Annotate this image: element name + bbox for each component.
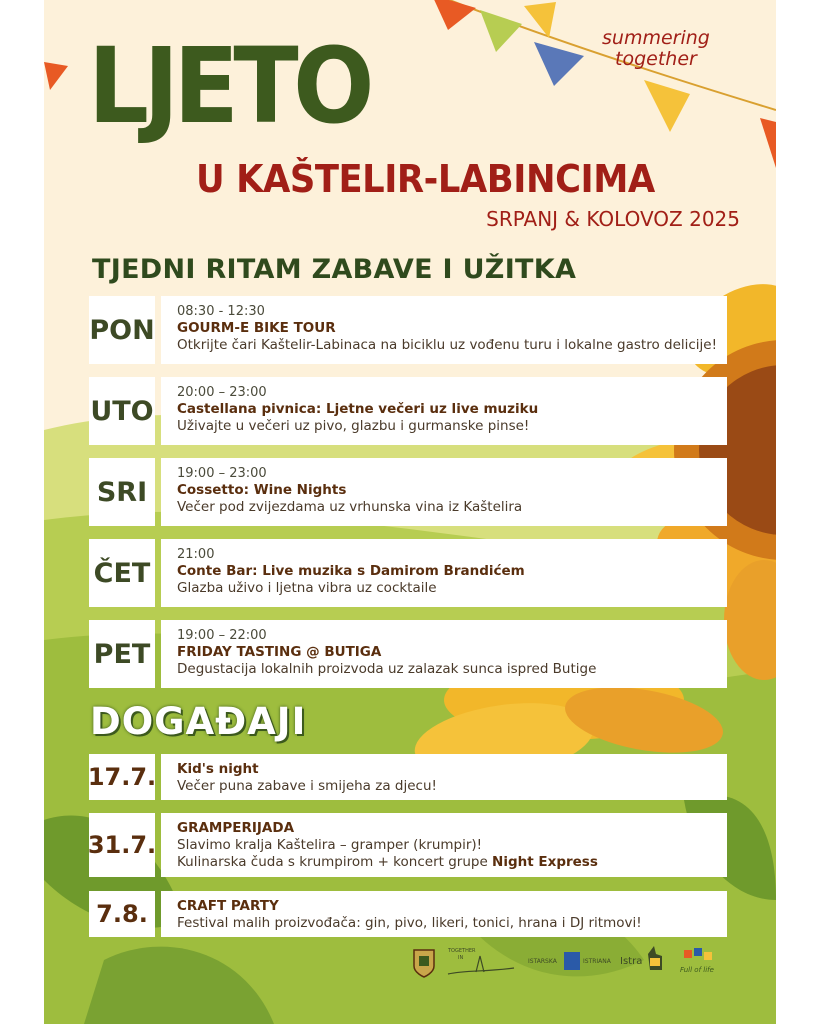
goat-icon — [644, 944, 666, 976]
coat-of-arms-icon — [412, 948, 436, 978]
istriana-label: ISTRIANA — [583, 958, 611, 965]
day-event-name: Castellana pivnica: Ljetne večeri uz live muziku — [177, 401, 539, 417]
day-time: 20:00 – 23:00 — [177, 385, 267, 400]
events-heading: DOGAĐAJI — [90, 700, 307, 743]
weekly-row — [89, 296, 729, 364]
event-name: Kid's night — [177, 761, 259, 777]
day-label: PON — [89, 296, 155, 364]
event-desc-line2-text: Kulinarska čuda s krumpirom + koncert grupe — [177, 854, 493, 870]
full-of-life-icon — [680, 946, 720, 966]
day-label: PET — [89, 620, 155, 688]
flag-orange — [432, 0, 476, 30]
season-dates: SRPANJ & KOLOVOZ 2025 — [486, 207, 740, 231]
sponsor-logos — [412, 944, 742, 984]
day-label: ČET — [89, 539, 155, 607]
event-date: 31.7. — [89, 813, 155, 877]
flag-yellow — [644, 80, 690, 132]
day-label: SRI — [89, 458, 155, 526]
istarska-label: ISTARSKA — [528, 958, 557, 965]
event-info — [161, 813, 727, 877]
together-logo-top: TOGETHER — [448, 948, 476, 954]
weekly-row — [89, 458, 729, 526]
day-info — [161, 296, 727, 364]
istra-label: Istra — [620, 956, 643, 967]
day-event-name: GOURM-E BIKE TOUR — [177, 320, 336, 336]
event-desc: Slavimo kralja Kaštelira – gramper (krumpir)! — [177, 837, 483, 853]
day-event-name: Conte Bar: Live muzika s Damirom Brandićem — [177, 563, 525, 579]
flag-blue — [534, 42, 584, 86]
tagline-line1: summering — [602, 27, 710, 49]
day-event-desc: Glazba uživo i ljetna vibra uz cocktaile — [177, 580, 437, 596]
event-date: 17.7. — [89, 754, 155, 800]
weekly-row — [89, 620, 729, 688]
day-event-desc: Degustacija lokalnih proizvoda uz zalazak sunca ispred Butige — [177, 661, 597, 677]
day-time: 08:30 - 12:30 — [177, 304, 265, 319]
tagline — [602, 28, 710, 70]
event-desc: Festival malih proizvođača: gin, pivo, likeri, tonici, hrana i DJ ritmovi! — [177, 915, 642, 931]
weekly-row — [89, 539, 729, 607]
day-label: UTO — [89, 377, 155, 445]
day-event-name: FRIDAY TASTING @ BUTIGA — [177, 644, 382, 660]
day-info — [161, 539, 727, 607]
event-info — [161, 754, 727, 800]
tagline-line2: together — [615, 48, 697, 70]
main-title: LJETO — [88, 25, 369, 147]
flag-green — [480, 10, 522, 52]
day-info — [161, 458, 727, 526]
event-name: CRAFT PARTY — [177, 898, 279, 914]
istria-emblem-icon — [564, 952, 580, 970]
poster — [44, 0, 776, 1024]
event-info — [161, 891, 727, 937]
bunting-string — [424, 0, 776, 110]
day-event-name: Cossetto: Wine Nights — [177, 482, 347, 498]
day-info — [161, 620, 727, 688]
together-logo — [446, 948, 516, 978]
day-event-desc: Večer pod zvijezdama uz vrhunska vina iz Kaštelira — [177, 499, 523, 515]
day-info — [161, 377, 727, 445]
day-event-desc: Uživajte u večeri uz pivo, glazbu i gurmanske pinse! — [177, 418, 530, 434]
event-date: 7.8. — [89, 891, 155, 937]
event-desc: Večer puna zabave i smijeha za djecu! — [177, 778, 437, 794]
band-name: Night Express — [492, 854, 598, 870]
full-of-life-logo — [680, 946, 720, 980]
day-time: 21:00 — [177, 547, 215, 562]
flag-left — [44, 62, 68, 90]
subtitle: U KAŠTELIR-LABINCIMA — [196, 157, 655, 201]
day-time: 19:00 – 23:00 — [177, 466, 267, 481]
together-logo-in: IN — [458, 955, 464, 961]
weekly-row — [89, 377, 729, 445]
event-name: GRAMPERIJADA — [177, 820, 295, 836]
weekly-heading: TJEDNI RITAM ZABAVE I UŽITKA — [92, 254, 577, 285]
day-event-desc: Otkrijte čari Kaštelir-Labinaca na biciklu uz vođenu turu i lokalne gastro delicije! — [177, 337, 718, 353]
full-of-life-label: Full of life — [680, 966, 714, 974]
event-desc-line2 — [177, 854, 727, 871]
day-time: 19:00 – 22:00 — [177, 628, 267, 643]
flag-orange-right — [760, 118, 776, 168]
